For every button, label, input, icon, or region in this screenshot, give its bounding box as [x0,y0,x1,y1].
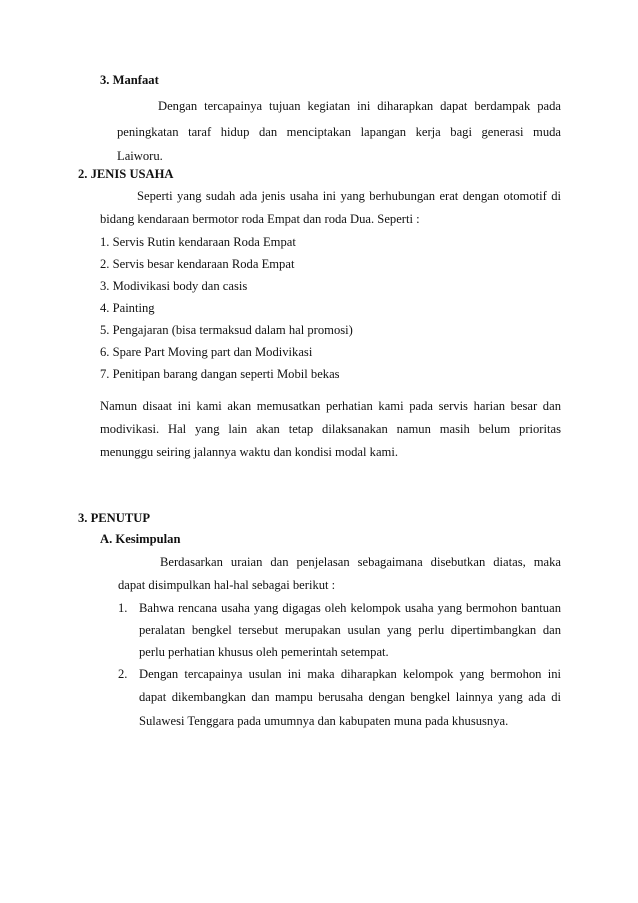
list-number: 2. [118,667,128,681]
list-item-line: Dengan tercapainya usulan ini maka diharapkan kelompok yang bermohon ini [139,667,561,681]
list-item: 4. Painting [100,301,155,315]
paragraph-line: menunggu seiring jalannya waktu dan kondisi modal kami. [100,445,398,459]
paragraph-line: peningkatan taraf hidup dan menciptakan lapangan kerja bagi generasi muda [117,125,561,139]
section-heading-penutup: 3. PENUTUP [78,511,151,525]
list-item: 3. Modivikasi body dan casis [100,279,248,293]
list-item: 7. Penitipan barang dangan seperti Mobil bekas [100,367,340,381]
paragraph-line: Namun disaat ini kami akan memusatkan perhatian kami pada servis harian besar dan [100,399,561,413]
paragraph-line: dapat disimpulkan hal-hal sebagai berikut : [118,578,336,592]
list-item: 6. Spare Part Moving part dan Modivikasi [100,345,313,359]
list-item-line: perlu perhatian khusus oleh pemerintah setempat. [139,645,389,659]
list-number: 1. [118,601,128,615]
list-item: 1. Servis Rutin kendaraan Roda Empat [100,235,296,249]
list-item-line: Sulawesi Tenggara pada umumnya dan kabupaten muna pada khususnya. [139,714,509,728]
list-item: 5. Pengajaran (bisa termaksud dalam hal promosi) [100,323,353,337]
list-item-line: dapat dikembangkan dan mampu berusaha dengan bengkel lainnya yang ada di [139,690,561,704]
list-item-line: Bahwa rencana usaha yang digagas oleh kelompok usaha yang bermohon bantuan [139,601,561,615]
paragraph-line: Seperti yang sudah ada jenis usaha ini yang berhubungan erat dengan otomotif di [137,189,561,203]
list-item: 2. Servis besar kendaraan Roda Empat [100,257,295,271]
paragraph-line: Berdasarkan uraian dan penjelasan sebagaimana disebutkan diatas, maka [160,555,561,569]
section-heading-jenis-usaha: 2. JENIS USAHA [78,167,174,181]
paragraph-line: modivikasi. Hal yang lain akan tetap dilaksanakan namun masih belum prioritas [100,422,561,436]
paragraph-line: bidang kendaraan bermotor roda Empat dan roda Dua. Seperti : [100,212,420,226]
list-item-line: peralatan bengkel tersebut merupakan usulan yang perlu dipertimbangkan dan [139,623,561,637]
subheading-kesimpulan: A. Kesimpulan [100,532,181,546]
section-heading-manfaat: 3. Manfaat [100,73,159,87]
paragraph-line: Dengan tercapainya tujuan kegiatan ini diharapkan dapat berdampak pada [158,99,561,113]
paragraph-line: Laiworu. [117,149,163,163]
